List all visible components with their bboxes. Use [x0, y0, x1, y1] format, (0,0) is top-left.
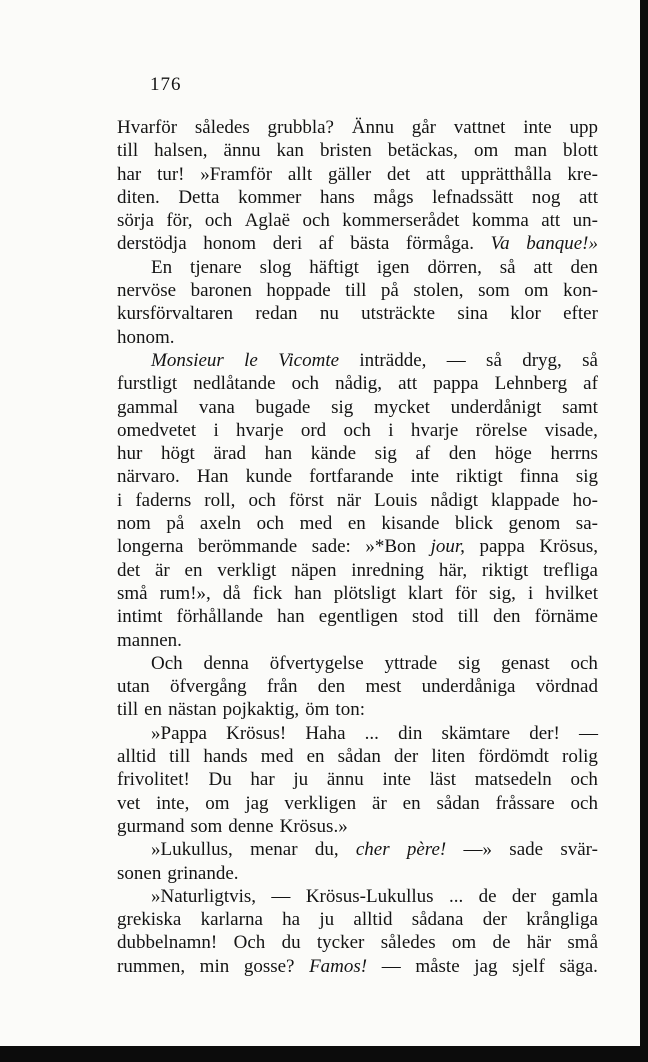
scan-border-right — [640, 0, 648, 1062]
text-line: »Lukullus, menar du, cher père! —» sade svär- — [151, 839, 598, 861]
text-line: utan öfvergång från den mest underdåniga vördnad — [117, 676, 598, 698]
text-line: nom på axeln och med en kisande blick genom sa- — [117, 513, 598, 535]
text-line: frivolitet! Du har ju ännu inte läst matsedeln och — [117, 769, 598, 791]
text-line: sörja för, och Aglaë och kommerserådet komma att un- — [117, 210, 598, 232]
text-line: Hvarför således grubbla? Ännu går vattnet inte upp — [117, 117, 598, 138]
text-line: mannen. — [117, 629, 182, 651]
text-line: longerna berömmande sade: »*Bon jour, pappa Krösus, — [117, 536, 598, 558]
text-line: nervöse baronen hoppade till på stolen, som om kon- — [117, 280, 598, 302]
text-line: derstödja honom deri af bästa förmåga. Va banque!» — [117, 233, 598, 255]
text-line: vet inte, om jag verkligen är en sådan fråssare och — [117, 792, 598, 814]
paragraph — [117, 885, 598, 978]
text-line: omedvetet i hvarje ord och i hvarje rörelse visade, — [117, 419, 598, 441]
text-line: intimt förhållande han egentligen stod till den förnäme — [117, 606, 598, 628]
text-line: närvaro. Han kunde fortfarande inte riktigt finna sig — [117, 466, 598, 488]
paragraph — [117, 722, 598, 838]
text-line: grekiska karlarna ha ju alltid sådana der krångliga — [117, 909, 598, 931]
text-line: En tjenare slog häftigt igen dörren, så att den — [151, 256, 598, 278]
text-line: i faderns roll, och först när Louis nådigt klappade ho- — [117, 489, 598, 511]
text-line: rummen, min gosse? Famos! — måste jag sjelf säga. — [117, 955, 598, 977]
text-line: Och denna öfvertygelse yttrade sig genast och — [151, 652, 598, 674]
paragraph — [117, 256, 598, 349]
text-line: »Pappa Krösus! Haha ... din skämtare der! — — [151, 722, 598, 744]
text-line: kursförvaltaren redan nu utsträckte sina klor efter — [117, 303, 598, 325]
text-line: det är en verkligt näpen inredning här, riktigt trefliga — [117, 559, 598, 581]
scan-border-bottom — [0, 1046, 648, 1062]
page-text — [117, 116, 598, 978]
text-line: sonen grinande. — [117, 862, 239, 884]
text-line: »Naturligtvis, — Krösus-Lukullus ... de der gamla — [151, 885, 598, 907]
text-line: har tur! »Framför allt gäller det att upprätthålla kre- — [117, 163, 598, 185]
text-line: till halsen, ännu kan bristen betäckas, om man blott — [117, 140, 598, 162]
paragraph — [117, 116, 598, 256]
paragraph — [117, 838, 598, 885]
text-line: gurmand som denne Krösus.» — [117, 815, 348, 837]
text-line: furstligt nedlåtande och nådig, att pappa Lehnberg af — [117, 373, 598, 395]
text-line: gammal vana bugade sig mycket underdånigt samt — [117, 396, 598, 418]
text-line: diten. Detta kommer hans mågs lefnadssätt nog att — [117, 186, 598, 208]
text-line: små rum!», då fick han plötsligt klart för sig, i hvilket — [117, 582, 598, 604]
text-line: dubbelnamn! Och du tycker således om de här små — [117, 932, 598, 954]
paragraph — [117, 349, 598, 652]
text-line: honom. — [117, 326, 175, 348]
text-line: Monsieur le Vicomte inträdde, — så dryg, så — [151, 349, 598, 371]
paragraph — [117, 652, 598, 722]
text-line: alltid till hands med en sådan der liten fördömdt rolig — [117, 746, 598, 768]
text-line: till en nästan pojkaktig, öm ton: — [117, 699, 365, 721]
text-line: hur högt ärad han kände sig af den höge herrns — [117, 443, 598, 465]
page-number: 176 — [150, 74, 182, 95]
